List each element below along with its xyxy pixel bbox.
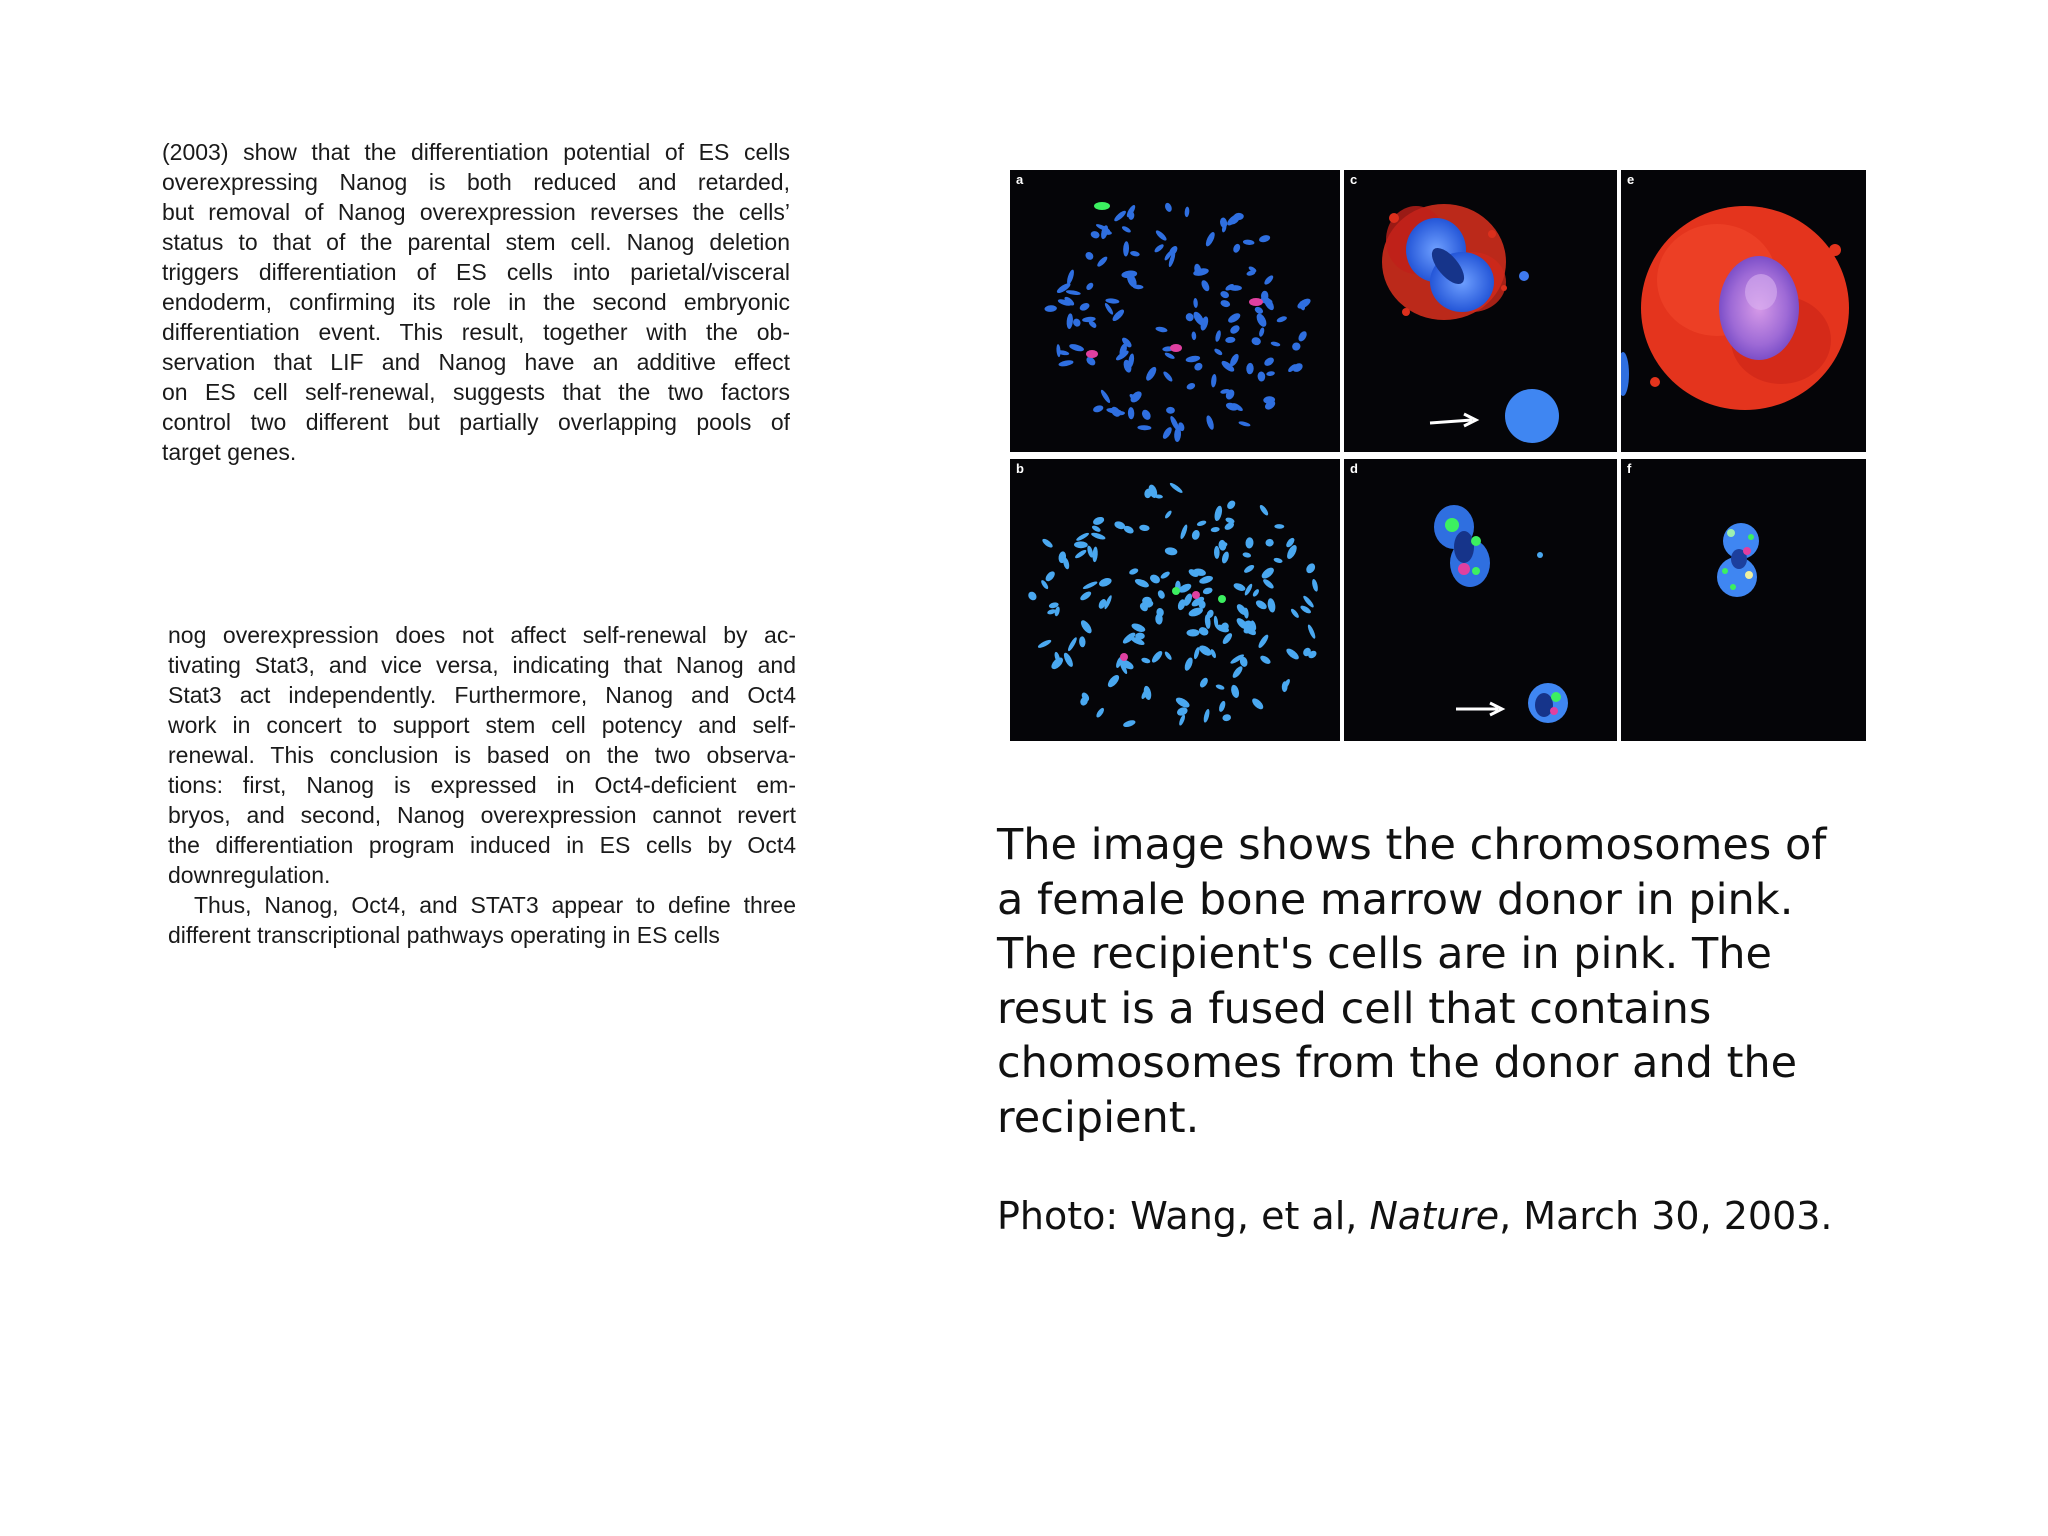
- chromosome: [1219, 290, 1230, 300]
- panel-label-a: a: [1016, 172, 1024, 187]
- chromosome: [1297, 330, 1309, 343]
- caption-line: recipient.: [997, 1092, 1200, 1143]
- chromosome: [1213, 505, 1223, 522]
- chromosome: [1198, 676, 1209, 689]
- fish-signal: [1218, 595, 1226, 603]
- chromosome: [1246, 363, 1254, 375]
- chromosome: [1044, 305, 1057, 312]
- chromosome: [1254, 599, 1268, 611]
- chromosome: [1274, 524, 1284, 529]
- chromosome: [1098, 576, 1113, 588]
- chromosome: [1027, 590, 1039, 602]
- article-line: different transcriptional pathways operating in ES cells: [168, 922, 720, 948]
- chromosome: [1267, 598, 1277, 613]
- chromosome: [1221, 551, 1230, 564]
- chromosome: [1231, 665, 1244, 680]
- chromosome: [1204, 231, 1216, 248]
- article-paragraph-bottom: [168, 620, 796, 950]
- chromosome: [1193, 361, 1204, 372]
- chromosome: [1291, 341, 1302, 352]
- panel-label-e: e: [1627, 172, 1635, 187]
- chromosome: [1066, 289, 1081, 295]
- credit-journal: Nature: [1369, 1194, 1500, 1238]
- panel-a-image: [1010, 170, 1340, 452]
- article-line: renewal. This conclusion is based on the two observa-: [168, 742, 796, 768]
- caption-line: The recipient's cells are in pink. The: [997, 929, 1772, 979]
- panel-b-image: [1010, 459, 1340, 741]
- chromosome: [1306, 624, 1316, 640]
- chromosome: [1166, 407, 1175, 414]
- chromosome: [1285, 647, 1301, 662]
- chromosome: [1113, 209, 1128, 223]
- chromosome: [1191, 331, 1196, 340]
- chromosome: [1270, 341, 1281, 347]
- article-line: the differentiation program induced in ES cells by Oct4: [168, 832, 796, 858]
- chromosome: [1221, 632, 1234, 646]
- fish-signal: [1192, 591, 1200, 599]
- caption-line: The image shows the chromosomes of: [997, 820, 1827, 870]
- fish-signal: [1086, 350, 1098, 358]
- chromosome: [1276, 315, 1288, 323]
- chromosome: [1196, 520, 1207, 528]
- panel-label-b: b: [1016, 461, 1024, 476]
- fish-signal: [1120, 653, 1128, 661]
- chromosome: [1263, 274, 1275, 286]
- credit-prefix: Photo: Wang, et al,: [997, 1194, 1370, 1238]
- chromosome: [1156, 589, 1166, 600]
- panel-a-metaphase-spread: [1010, 170, 1340, 452]
- chromosome: [1162, 370, 1174, 383]
- chromosome: [1139, 524, 1150, 531]
- fish-signal: [1172, 587, 1180, 595]
- chromosome: [1141, 657, 1151, 664]
- chromosome: [1044, 570, 1057, 583]
- article-line: Stat3 act independently. Furthermore, Nanog and Oct4: [168, 682, 796, 708]
- panel-d-cell: [1344, 459, 1617, 741]
- chromosome: [1104, 302, 1115, 316]
- chromosome: [1137, 425, 1151, 430]
- chromosome: [1178, 714, 1186, 726]
- chromosome: [1225, 336, 1236, 343]
- chromosome: [1092, 404, 1104, 413]
- chromosome: [1183, 656, 1194, 671]
- chromosome: [1258, 504, 1269, 517]
- chromosome: [1154, 229, 1168, 242]
- article-line: bryos, and second, Nanog overexpression cannot revert: [168, 802, 796, 828]
- fish-signal: [1170, 344, 1182, 352]
- chromosome: [1176, 706, 1189, 717]
- chromosome: [1215, 684, 1225, 691]
- chromosome: [1214, 330, 1222, 343]
- panel-b-metaphase-spread: [1010, 459, 1340, 741]
- article-paragraph-top: [162, 137, 790, 467]
- chromosome: [1111, 308, 1126, 323]
- chromosome: [1205, 415, 1215, 431]
- chromosome: [1128, 407, 1135, 419]
- figure-caption: [997, 818, 1877, 1145]
- article-line: differentiation event. This result, together with the ob-: [162, 319, 790, 345]
- chromosome: [1258, 327, 1265, 337]
- chromosome: [1090, 531, 1106, 541]
- chromosome: [1186, 629, 1199, 637]
- chromosome: [1159, 570, 1170, 580]
- credit-suffix: , March 30, 2003.: [1499, 1194, 1833, 1238]
- chromosome: [1148, 573, 1161, 585]
- chromosome: [1099, 389, 1111, 404]
- chromosome: [1262, 578, 1275, 590]
- chromosome: [1082, 580, 1098, 590]
- chromosome: [1153, 243, 1165, 254]
- chromosome: [1130, 622, 1146, 634]
- chromosome: [1155, 326, 1168, 333]
- chromosome: [1066, 269, 1076, 285]
- article-excerpt-bottom: [168, 620, 796, 950]
- chromosome: [1105, 298, 1119, 304]
- article-line: tivating Stat3, and vice versa, indicating that Nanog and: [168, 652, 796, 678]
- chromosome: [1191, 529, 1201, 541]
- article-line: but removal of Nanog overexpression reverses the cells’: [162, 199, 790, 225]
- chromosome: [1121, 225, 1132, 234]
- panel-e-image: [1621, 170, 1866, 452]
- chromosome: [1150, 649, 1164, 664]
- panel-label-c: c: [1350, 172, 1358, 187]
- chromosome: [1092, 515, 1105, 526]
- chromosome: [1079, 590, 1093, 602]
- photo-credit: [997, 1194, 1833, 1238]
- chromosome: [1250, 696, 1265, 711]
- chromosome: [1193, 298, 1198, 308]
- chromosome: [1220, 299, 1231, 308]
- chromosome: [1229, 324, 1242, 336]
- chromosome: [1311, 578, 1319, 592]
- chromosome: [1140, 408, 1152, 421]
- chromosome: [1074, 541, 1088, 548]
- chromosome: [1230, 684, 1241, 699]
- panel-label-d: d: [1350, 461, 1358, 476]
- chromosome: [1068, 343, 1084, 353]
- chromosome: [1075, 531, 1090, 542]
- caption-line: chomosomes from the donor and the: [997, 1038, 1798, 1088]
- panel-c-cell: [1344, 170, 1617, 452]
- panel-d-image: [1344, 459, 1617, 741]
- chromosome: [1198, 574, 1214, 585]
- chromosome: [1255, 312, 1269, 328]
- chromosome: [1123, 241, 1130, 256]
- chromosome: [1200, 279, 1211, 292]
- chromosome: [1265, 538, 1274, 547]
- chromosome: [1266, 371, 1275, 377]
- chromosome: [1122, 719, 1136, 728]
- panel-c-image: [1344, 170, 1617, 452]
- chromosome: [1090, 230, 1101, 240]
- chromosome: [1252, 588, 1261, 598]
- chromosome: [1257, 633, 1270, 649]
- chromosome: [1259, 654, 1272, 666]
- chromosome: [1130, 250, 1141, 257]
- chromosome: [1074, 549, 1088, 560]
- chromosome: [1185, 355, 1200, 363]
- chromosome: [1225, 499, 1236, 511]
- chromosome: [1203, 708, 1211, 723]
- chromosome: [1096, 255, 1109, 268]
- chromosome: [1263, 356, 1276, 368]
- chromosome: [1238, 420, 1251, 427]
- chromosome: [1273, 557, 1283, 564]
- panel-label-f: f: [1627, 461, 1632, 476]
- article-line: target genes.: [162, 439, 297, 465]
- chromosome: [1072, 317, 1082, 328]
- chromosome: [1243, 239, 1255, 245]
- article-line: triggers differentiation of ES cells into parietal/visceral: [162, 259, 790, 285]
- chromosome: [1085, 281, 1095, 291]
- chromosome: [1164, 351, 1176, 360]
- article-line: servation that LIF and Nanog have an additive effect: [162, 349, 790, 375]
- article-line: on ES cell self-renewal, suggests that the two factors: [162, 379, 790, 405]
- chromosome: [1242, 552, 1252, 559]
- article-line: endoderm, confirming its role in the second embryonic: [162, 289, 790, 315]
- chromosome: [1245, 537, 1254, 549]
- chromosome: [1260, 566, 1276, 581]
- chromosome: [1079, 636, 1086, 647]
- chromosome: [1058, 359, 1074, 367]
- chromosome: [1106, 673, 1121, 689]
- chromosome: [1164, 650, 1173, 661]
- chromosome: [1037, 638, 1052, 649]
- chromosome: [1290, 608, 1301, 619]
- article-line: nog overexpression does not affect self-renewal by ac-: [168, 622, 796, 648]
- chromosome: [1066, 313, 1074, 329]
- chromosome: [1213, 347, 1223, 356]
- chromosome: [1161, 426, 1173, 441]
- chromosome: [1067, 636, 1079, 652]
- chromosome: [1222, 714, 1232, 722]
- chromosome: [1084, 250, 1095, 261]
- panel-e-cell: [1621, 170, 1866, 452]
- chromosome: [1095, 707, 1106, 719]
- article-line: tions: first, Nanog is expressed in Oct4-deficient em-: [168, 772, 796, 798]
- chromosome: [1164, 202, 1173, 213]
- caption-line: a female bone marrow donor in pink.: [997, 874, 1794, 925]
- chromosome: [1078, 301, 1090, 312]
- chromosome: [1186, 382, 1196, 391]
- article-line: downregulation.: [168, 862, 331, 888]
- article-line: (2003) show that the differentiation potential of ES cells: [162, 139, 790, 165]
- article-line: status to that of the parental stem cell. Nanog deletion: [162, 229, 790, 255]
- chromosome: [1218, 700, 1227, 713]
- chromosome: [1041, 537, 1054, 549]
- chromosome: [1243, 563, 1256, 574]
- chromosome: [1214, 546, 1220, 559]
- article-line: control two different but partially overlapping pools of: [162, 409, 790, 435]
- chromosome: [1091, 524, 1102, 533]
- article-line: work in concert to support stem cell potency and self-: [168, 712, 796, 738]
- chromosome: [1184, 312, 1195, 323]
- chromosome: [1304, 562, 1317, 575]
- chromosome: [1184, 206, 1190, 217]
- chromosome: [1169, 481, 1184, 494]
- chromosome: [1062, 651, 1075, 668]
- chromosome: [1079, 619, 1094, 636]
- fish-signal: [1094, 202, 1110, 210]
- chromosome: [1211, 374, 1218, 388]
- chromosome: [1232, 243, 1242, 254]
- chromosome: [1164, 546, 1178, 556]
- chromosome: [1233, 582, 1247, 593]
- chromosome: [1142, 597, 1152, 605]
- fish-micrograph-figure: [1010, 170, 1866, 741]
- article-line: Thus, Nanog, Oct4, and STAT3 appear to define three: [194, 892, 796, 918]
- chromosome: [1251, 336, 1262, 346]
- panel-f-image: [1621, 459, 1866, 741]
- chromosome: [1128, 567, 1139, 576]
- chromosome: [1202, 586, 1213, 595]
- article-excerpt-top: [162, 137, 790, 471]
- chromosome: [1258, 234, 1271, 243]
- chromosome: [1210, 526, 1220, 532]
- chromosome: [1164, 510, 1173, 520]
- chromosome: [1179, 524, 1189, 540]
- caption-line: resut is a fused cell that contains: [997, 983, 1712, 1034]
- panel-f-cell: [1621, 459, 1866, 741]
- chromosome: [1227, 311, 1242, 324]
- article-line: overexpressing Nanog is both reduced and retarded,: [162, 169, 790, 195]
- fish-signal: [1249, 298, 1263, 306]
- chromosome: [1144, 365, 1158, 382]
- chromosome: [1257, 371, 1265, 382]
